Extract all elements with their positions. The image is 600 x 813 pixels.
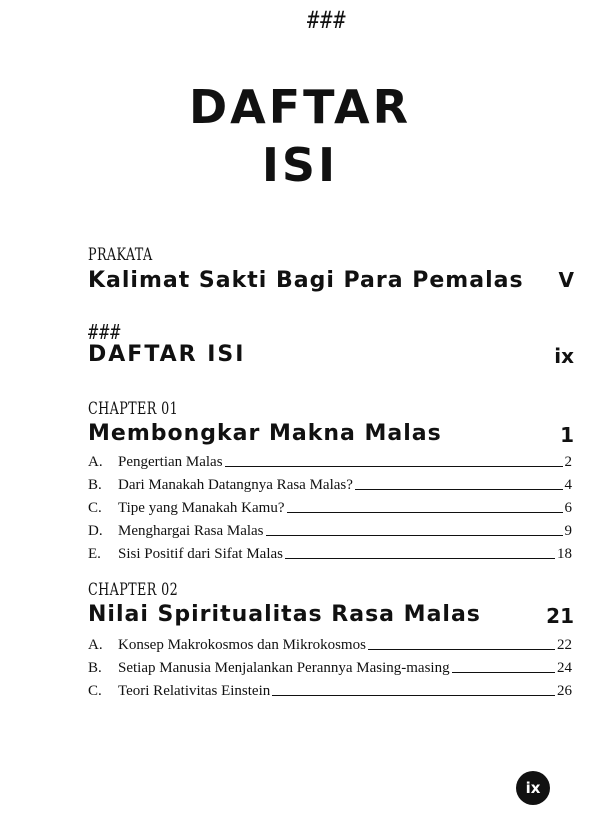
toc-item-letter: A. bbox=[88, 454, 103, 470]
header-hashes: ### bbox=[307, 6, 347, 34]
toc-item-text: Pengertian Malas bbox=[118, 454, 223, 470]
toc-item-leader bbox=[272, 695, 555, 696]
toc-item-chapter-02-b[interactable] bbox=[88, 657, 572, 677]
toc-item-chapter-01-e[interactable] bbox=[88, 543, 572, 563]
toc-item-text: Dari Manakah Datangnya Rasa Malas? bbox=[118, 477, 353, 493]
entry-page-prakata: V bbox=[558, 268, 574, 292]
toc-item-leader bbox=[452, 672, 555, 673]
toc-item-leader bbox=[266, 535, 563, 536]
toc-item-letter: C. bbox=[88, 683, 102, 699]
chapter-02-label: CHAPTER 02 bbox=[88, 580, 179, 600]
toc-item-page: 2 bbox=[564, 454, 572, 470]
toc-item-letter: C. bbox=[88, 500, 102, 516]
toc-item-text: Konsep Makrokosmos dan Mikrokosmos bbox=[118, 637, 366, 653]
toc-item-leader bbox=[285, 558, 555, 559]
toc-item-page: 18 bbox=[557, 546, 572, 562]
toc-item-text: Menghargai Rasa Malas bbox=[118, 523, 264, 539]
chapter-01-page: 1 bbox=[560, 423, 574, 447]
toc-item-leader bbox=[287, 512, 563, 513]
toc-item-leader bbox=[368, 649, 555, 650]
entry-page-daftar-isi: ix bbox=[554, 344, 574, 368]
chapter-01-title[interactable]: Membongkar Makna Malas bbox=[88, 421, 442, 446]
chapter-01-label: CHAPTER 01 bbox=[88, 399, 179, 419]
toc-item-chapter-02-c[interactable] bbox=[88, 680, 572, 700]
toc-item-leader bbox=[225, 466, 563, 467]
toc-item-letter: E. bbox=[88, 546, 101, 562]
toc-item-chapter-01-d[interactable] bbox=[88, 520, 572, 540]
toc-item-page: 4 bbox=[564, 477, 572, 493]
page-title-line1: DAFTAR bbox=[188, 80, 412, 134]
chapter-02-page: 21 bbox=[546, 604, 574, 628]
toc-item-letter: A. bbox=[88, 637, 103, 653]
page-number-badge: ix bbox=[516, 771, 550, 805]
page-title-line2: ISI bbox=[261, 138, 339, 192]
toc-item-chapter-01-c[interactable] bbox=[88, 497, 572, 517]
toc-item-letter: B. bbox=[88, 660, 102, 676]
toc-item-page: 9 bbox=[564, 523, 572, 539]
toc-item-leader bbox=[355, 489, 563, 490]
toc-item-letter: D. bbox=[88, 523, 103, 539]
entry-title-prakata[interactable]: Kalimat Sakti Bagi Para Pemalas bbox=[88, 268, 524, 293]
toc-item-text: Sisi Positif dari Sifat Malas bbox=[118, 546, 283, 562]
toc-item-text: Setiap Manusia Menjalankan Perannya Masing-masing bbox=[118, 660, 450, 676]
toc-item-page: 6 bbox=[564, 500, 572, 516]
toc-item-text: Tipe yang Manakah Kamu? bbox=[118, 500, 285, 516]
toc-item-chapter-02-a[interactable] bbox=[88, 634, 572, 654]
toc-item-text: Teori Relativitas Einstein bbox=[118, 683, 271, 699]
entry-label-prakata: PRAKATA bbox=[88, 245, 153, 265]
toc-item-page: 22 bbox=[557, 637, 572, 653]
toc-item-chapter-01-b[interactable] bbox=[88, 474, 572, 494]
toc-item-chapter-01-a[interactable] bbox=[88, 451, 572, 471]
toc-item-page: 24 bbox=[557, 660, 572, 676]
toc-item-page: 26 bbox=[557, 683, 572, 699]
chapter-02-title[interactable]: Nilai Spiritualitas Rasa Malas bbox=[88, 602, 481, 627]
toc-item-letter: B. bbox=[88, 477, 102, 493]
entry-label-daftar-isi: ### bbox=[88, 320, 122, 344]
entry-title-daftar-isi[interactable]: DAFTAR ISI bbox=[88, 342, 246, 367]
